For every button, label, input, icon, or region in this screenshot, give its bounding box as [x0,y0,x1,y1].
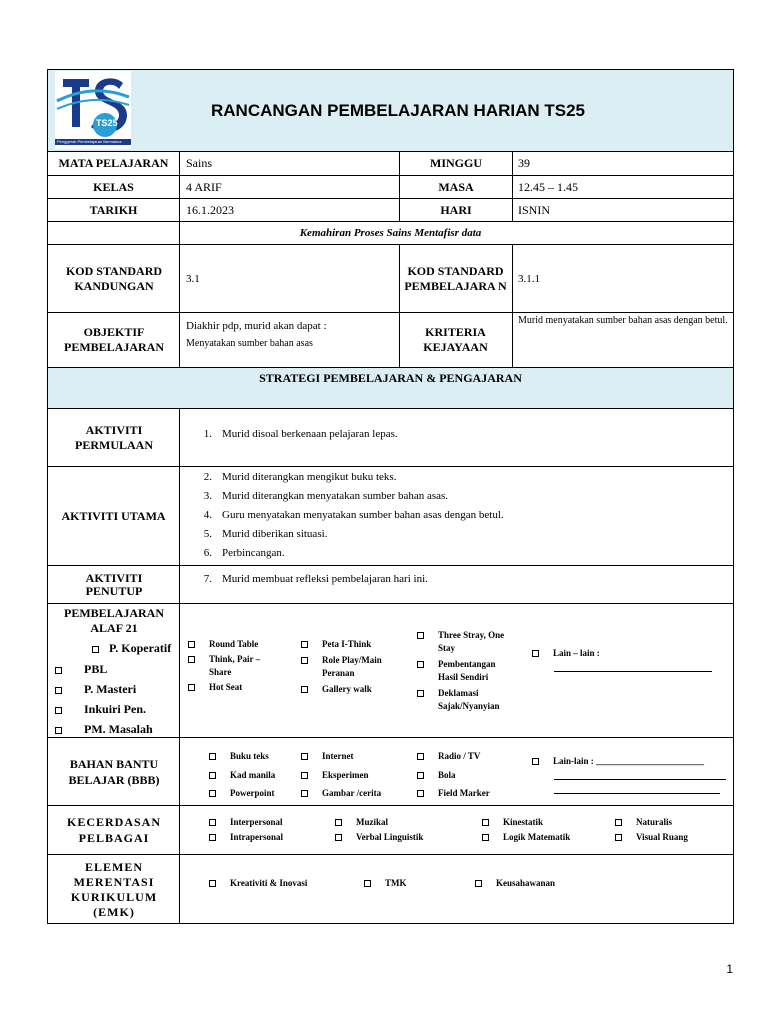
minggu-value: 39 [518,156,530,170]
checkbox[interactable] [475,880,482,887]
objektif-line2: Menyatakan sumber bahan asas [186,338,313,349]
bbb-option: Bola [417,769,456,782]
checkbox[interactable] [188,641,195,648]
alaf21-option: Deklamasi Sajak/Nyanyian [417,687,520,713]
alaf21-option: Three Stray, One Stay [417,629,520,655]
alaf21-option: Peta I-Think [301,638,371,651]
alaf21-lain: Lain – lain : [532,647,600,660]
tarikh-value: 16.1.2023 [186,202,234,217]
checkbox[interactable] [417,772,424,779]
logo-text: TS25 [96,118,118,128]
checkbox[interactable] [55,727,62,734]
aktiviti-penutup-label: AKTIVITI PENUTUP [85,570,143,598]
kecerdasan-option: Intrapersonal [209,831,283,844]
kod-standard-pembelajaran-value: 3.1.1 [518,272,540,285]
bbb-option: Radio / TV [417,750,480,763]
checkbox[interactable] [55,707,62,714]
bbb-option: Buku teks [209,750,269,763]
kod-standard-kandungan-label: KOD STANDARD KANDUNGAN [65,263,163,293]
checkbox[interactable] [417,690,424,697]
kriteria-label: KRITERIA KEJAYAAN [423,325,488,354]
bbb-option: Powerpoint [209,787,275,800]
list-item: 6. Perbincangan. [203,547,285,559]
mata-pelajaran-label: MATA PELAJARAN [58,156,169,170]
emk-option: TMK [364,877,407,890]
page-title: RANCANGAN PEMBELAJARAN HARIAN TS25 [210,100,586,120]
checkbox[interactable] [188,684,195,691]
checkbox[interactable] [482,819,489,826]
checkbox[interactable] [615,819,622,826]
aktiviti-permulaan-label: AKTIVITI PERMULAAN [75,422,153,452]
checkbox[interactable] [301,657,308,664]
checkbox[interactable] [482,834,489,841]
checkbox[interactable] [335,819,342,826]
kecerdasan-label: KECERDASAN PELBAGAI [66,815,161,845]
bbb-option: Gambar /cerita [301,787,381,800]
checkbox[interactable] [209,880,216,887]
lain-underline [554,671,712,672]
kriteria-value: Murid menyatakan sumber bahan asas dengan betul. [518,315,728,326]
aktiviti-utama-label: AKTIVITI UTAMA [61,508,166,523]
kecerdasan-option: Kinestatik [482,816,543,829]
checkbox[interactable] [92,646,99,653]
kod-standard-pembelajaran-label: KOD STANDARD PEMBELAJARA N [404,263,507,293]
page-number: 1 [726,962,733,976]
kecerdasan-option: Verbal Linguistik [335,831,423,844]
minggu-label: MINGGU [430,156,482,170]
alaf21-option: Hot Seat [188,681,242,694]
bbb-option: Eksperimen [301,769,369,782]
list-item: 5. Murid diberikan situasi. [203,528,328,540]
masa-label: MASA [438,179,474,194]
list-item: 2. Murid diterangkan mengikut buku teks. [203,471,397,483]
alaf21-option: Round Table [188,638,258,651]
checkbox[interactable] [301,753,308,760]
kecerdasan-option: Interpersonal [209,816,283,829]
checkbox[interactable] [209,790,216,797]
kecerdasan-option: Logik Matematik [482,831,570,844]
alaf21-option: Think, Pair – Share [188,653,279,679]
checkbox[interactable] [417,790,424,797]
mata-pelajaran-value: Sains [186,156,213,170]
logo-caption: Penggerak Pembelajaran Bermakna [57,139,122,144]
kemahiran-proses: Kemahiran Proses Sains Mentafisr data [299,227,482,239]
checkbox[interactable] [532,758,539,765]
alaf21-left-item: P. Masteri [55,682,136,697]
kecerdasan-option: Muzikal [335,816,388,829]
checkbox[interactable] [55,667,62,674]
lain-underline [554,779,726,780]
hari-value: ISNIN [518,202,550,217]
checkbox[interactable] [364,880,371,887]
checkbox[interactable] [417,661,424,668]
kecerdasan-option: Naturalis [615,816,672,829]
ts25-logo [55,71,131,149]
emk-label: ELEMEN MERENTASI KURIKULUM (EMK) [70,859,158,919]
checkbox[interactable] [209,834,216,841]
emk-option: Keusahawanan [475,877,555,890]
alaf21-left-item: PBL [55,662,107,677]
objektif-line1: Diakhir pdp, murid akan dapat : [186,320,327,332]
lesson-plan-table [47,69,734,924]
list-item: 1. Murid disoal berkenaan pelajaran lepas. [203,428,398,440]
alaf21-option: Gallery walk [301,683,372,696]
checkbox[interactable] [301,686,308,693]
strategi-title: STRATEGI PEMBELAJARAN & PENGAJARAN [259,371,522,385]
kod-standard-kandungan-value: 3.1 [186,272,200,285]
kelas-label: KELAS [93,179,134,194]
objektif-label: OBJEKTIF PEMBELAJARAN [63,325,164,354]
alaf21-label: PEMBELAJARAN ALAF 21 [63,606,164,635]
kecerdasan-option: Visual Ruang [615,831,688,844]
kelas-value: 4 ARIF [186,179,222,194]
hari-label: HARI [440,202,472,217]
alaf21-option: Role Play/Main Peranan [301,654,394,680]
bbb-option: Field Marker [417,787,490,800]
checkbox[interactable] [55,687,62,694]
checkbox[interactable] [301,772,308,779]
checkbox[interactable] [335,834,342,841]
alaf21-left-item: PM. Masalah [55,722,153,737]
emk-option: Kreativiti & Inovasi [209,877,307,890]
list-item: 4. Guru menyatakan menyatakan sumber bahan asas dengan betul. [203,509,504,521]
bbb-label: BAHAN BANTU BELAJAR (BBB) [68,756,160,787]
tarikh-label: TARIKH [89,202,138,217]
checkbox[interactable] [417,753,424,760]
bbb-lain: Lain-lain : ________________________ [532,755,704,768]
bbb-option: Kad manila [209,769,275,782]
lain-underline [554,793,720,794]
checkbox[interactable] [301,790,308,797]
bbb-option: Internet [301,750,354,763]
checkbox[interactable] [209,819,216,826]
list-item: 7. Murid membuat refleksi pembelajaran hari ini. [203,573,428,585]
masa-value: 12.45 – 1.45 [518,179,578,194]
checkbox[interactable] [188,656,195,663]
checkbox[interactable] [615,834,622,841]
alaf21-option: Pembentangan Hasil Sendiri [417,658,510,684]
alaf21-left-item: Inkuiri Pen. [55,702,146,717]
checkbox[interactable] [532,650,539,657]
checkbox[interactable] [209,772,216,779]
checkbox[interactable] [417,632,424,639]
checkbox[interactable] [301,641,308,648]
list-item: 3. Murid diterangkan menyatakan sumber bahan asas. [203,490,449,502]
alaf21-left-item: P. Koperatif [92,641,171,656]
checkbox[interactable] [209,753,216,760]
